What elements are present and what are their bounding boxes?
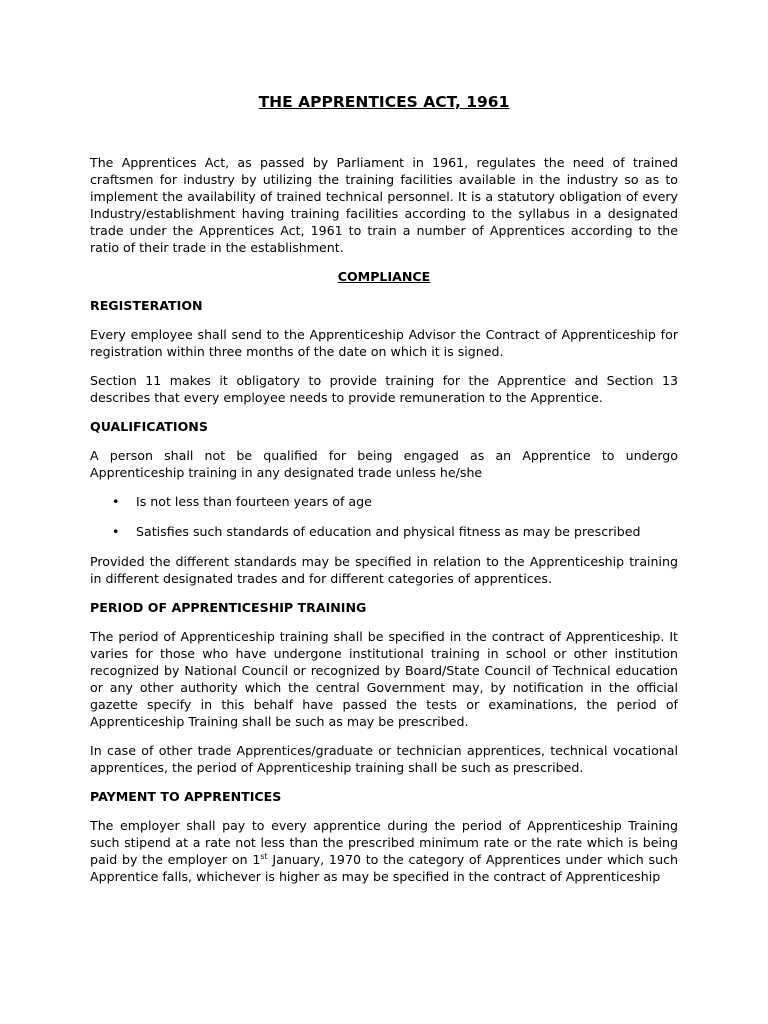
document-title: THE APPRENTICES ACT, 1961 [258,93,510,111]
period-paragraph-2: In case of other trade Apprentices/graduate or technician apprentices, technical vocational apprentices, the period of Apprenticeship training shall be such as prescribed. [90,743,678,775]
payment-paragraph-1 [90,817,678,885]
payment-text-before: The employer shall pay to every apprentice during the period of Apprenticeship Training such stipend at a rate not less than the prescribed minimum rate or the rate which is being paid by the employer on 1 [90,818,678,867]
bullet-icon: • [112,524,120,539]
registration-paragraph-1: Every employee shall send to the Apprenticeship Advisor the Contract of Apprenticeship for registration within three months of the date on which it is signed. [90,327,678,359]
list-item [112,493,678,510]
document-body [90,154,678,897]
list-item [112,523,678,540]
list-item-text: Satisfies such standards of education and physical fitness as may be prescribed [136,524,641,539]
period-heading: PERIOD OF APPRENTICESHIP TRAINING [90,600,367,615]
compliance-heading: COMPLIANCE [337,269,431,284]
qualifications-bullet-list [90,493,678,540]
list-item-text: Is not less than fourteen years of age [136,494,372,509]
registration-paragraph-2: Section 11 makes it obligatory to provide training for the Apprentice and Section 13 describes that every employee needs to provide remuneration to the Apprentice. [90,373,678,405]
qualifications-heading: QUALIFICATIONS [90,419,208,434]
ordinal-superscript: st [260,851,268,861]
qualifications-paragraph-1: A person shall not be qualified for being engaged as an Apprentice to undergo Apprenticeship training in any designated trade unless he/she [90,448,678,480]
payment-text-after: January, 1970 to the category of Apprentices under which such Apprentice falls, whichever is higher as may be specified in the contract of Apprenticeship [90,852,678,884]
payment-heading: PAYMENT TO APPRENTICES [90,789,282,804]
bullet-icon: • [112,494,120,509]
registration-heading: REGISTERATION [90,298,203,313]
intro-paragraph: The Apprentices Act, as passed by Parliament in 1961, regulates the need of trained craftsmen for industry by utilizing the training facilities available in the industry so as to implement the availability of trained technical personnel. It is a statutory obligation of every Industry/establishment having training facilities according to the syllabus in a designated trade under the Apprentices Act, 1961 to train a number of Apprentices according to the ratio of their trade in the establishment. [90,155,678,255]
qualifications-paragraph-2: Provided the different standards may be specified in relation to the Apprenticeship training in different designated trades and for different categories of apprentices. [90,554,678,586]
period-paragraph-1: The period of Apprenticeship training shall be specified in the contract of Apprenticeship. It varies for those who have undergone institutional training in school or other institution recognized by National Council or recognized by Board/State Council of Technical education or any other authority which the central Government may, by notification in the official gazette specify in this behalf have passed the tests or examinations, the period of Apprenticeship Training shall be such as may be prescribed. [90,629,678,729]
